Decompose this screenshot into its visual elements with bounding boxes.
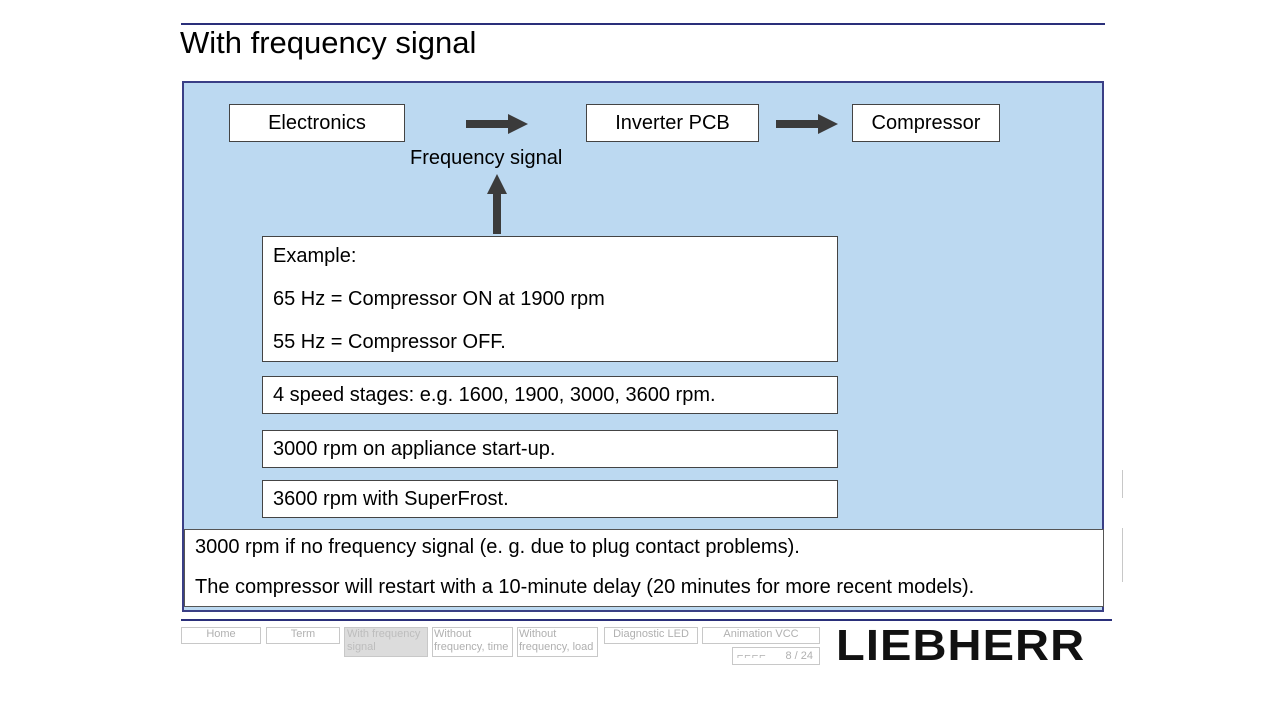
pager-nav-icon[interactable]: ⌐⌐⌐⌐ (737, 650, 767, 662)
speed-stages-box: 4 speed stages: e.g. 1600, 1900, 3000, 3600 rpm. (262, 376, 838, 414)
nav-without-frequency-load-button[interactable]: Without frequency, load (517, 627, 598, 657)
superfrost-box: 3600 rpm with SuperFrost. (262, 480, 838, 518)
nav-animation-vcc-button[interactable]: Animation VCC (702, 627, 820, 644)
notes-no-signal: 3000 rpm if no frequency signal (e. g. due to plug contact problems). (195, 536, 800, 558)
page-number: 8 / 24 (785, 650, 813, 662)
startup-box: 3000 rpm on appliance start-up. (262, 430, 838, 468)
nav-without-frequency-time-button[interactable]: Without frequency, time (432, 627, 513, 657)
compressor-box: Compressor (852, 104, 1000, 142)
nav-home-button[interactable]: Home (181, 627, 261, 644)
nav-diagnostic-led-button[interactable]: Diagnostic LED (604, 627, 698, 644)
inverter-pcb-box: Inverter PCB (586, 104, 759, 142)
arrow-right-icon (466, 114, 528, 134)
arrow-up-icon (487, 174, 507, 234)
example-heading: Example: (273, 245, 357, 267)
arrow-right-icon (776, 114, 838, 134)
example-line-on: 65 Hz = Compressor ON at 1900 rpm (273, 288, 605, 310)
edge-marker (1122, 470, 1123, 498)
liebherr-logo: LIEBHERR (836, 621, 1086, 670)
electronics-box: Electronics (229, 104, 405, 142)
notes-box (184, 529, 1104, 607)
notes-restart-delay: The compressor will restart with a 10-minute delay (20 minutes for more recent models). (195, 576, 975, 598)
slide-title: With frequency signal (180, 25, 477, 60)
edge-marker (1122, 528, 1123, 582)
nav-with-frequency-button[interactable]: With frequency signal (344, 627, 428, 657)
page-indicator[interactable] (732, 647, 820, 665)
frequency-signal-label: Frequency signal (410, 147, 563, 169)
example-line-off: 55 Hz = Compressor OFF. (273, 331, 506, 353)
example-box (262, 236, 838, 362)
nav-term-button[interactable]: Term (266, 627, 340, 644)
